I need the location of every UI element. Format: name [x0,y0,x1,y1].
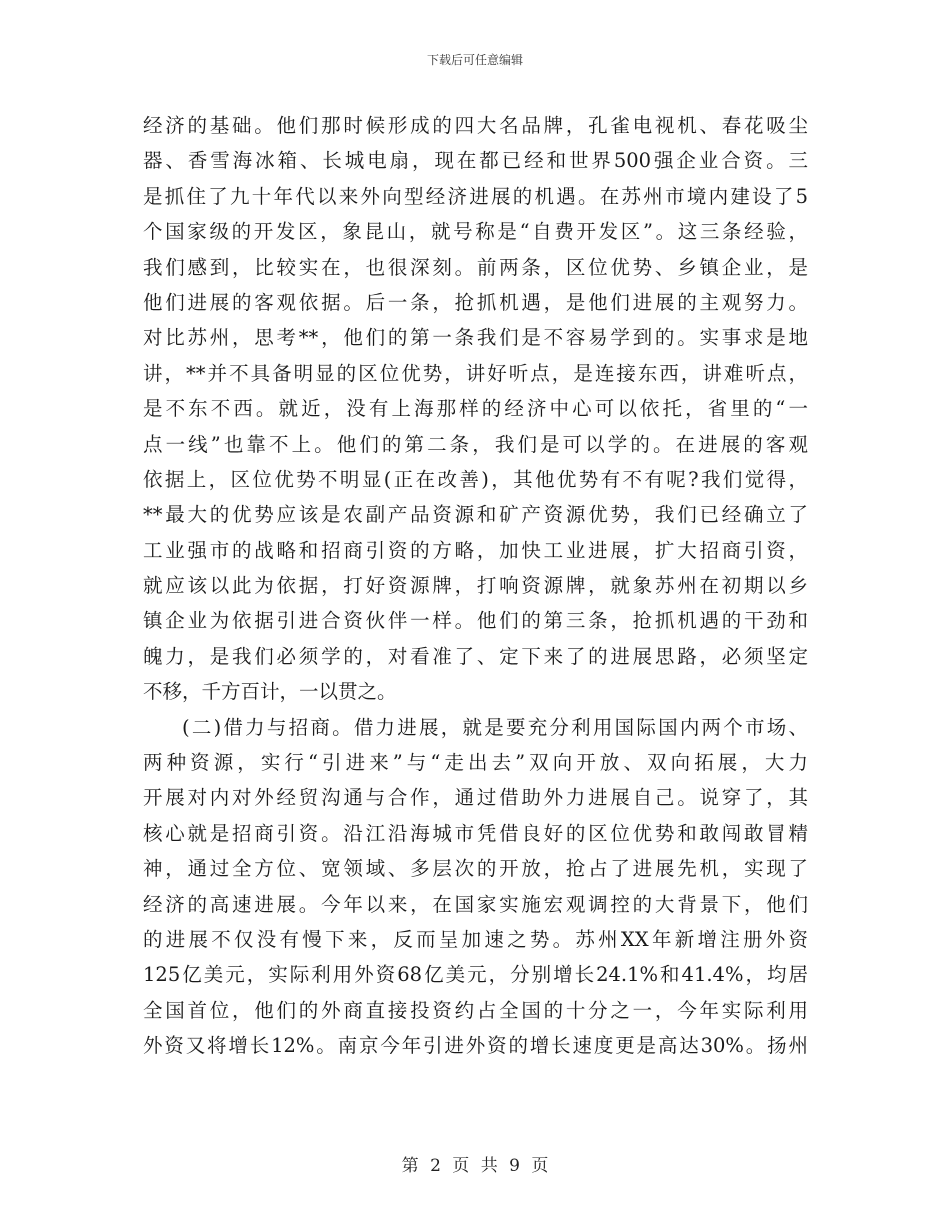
document-body [143,108,808,1064]
text-line: 经济的高速进展。今年以来，在国家实施宏观调控的大背景下，他们 [143,892,808,916]
text-line: (二)借力与招商。借力进展，就是要充分利用国际国内两个市场、 [182,715,808,739]
text-line: 就应该以此为依据，打好资源牌，打响资源牌，就象苏州在初期以乡 [143,574,808,598]
text-line: 依据上，区位优势不明显(正在改善)，其他优势有不有呢?我们觉得， [143,467,808,491]
text-line: 全国首位，他们的外商直接投资约占全国的十分之一，今年实际利用 [143,998,808,1022]
text-line: 开展对内对外经贸沟通与合作，通过借助外力进展自己。说穿了，其 [143,786,808,810]
text-line: 是抓住了九十年代以来外向型经济进展的机遇。在苏州市境内建设了5 [143,184,808,208]
text-line: 两种资源，实行“引进来”与“走出去”双向开放、双向拓展，大力 [143,751,808,775]
text-line: 镇企业为依据引进合资伙伴一样。他们的第三条，抢抓机遇的干劲和 [143,609,808,633]
paragraph [143,710,808,1064]
text-line: 工业强市的战略和招商引资的方略，加快工业进展，扩大招商引资， [143,538,808,562]
text-line: 个国家级的开发区，象昆山，就号称是“自费开发区”。这三条经验， [143,220,808,244]
text-line: 他们进展的客观依据。后一条，抢抓机遇，是他们进展的主观努力。 [143,290,808,314]
text-line: 外资又将增长12%。南京今年引进外资的增长速度更是高达30%。扬州 [143,1034,808,1058]
text-line: 神，通过全方位、宽领域、多层次的开放，抢占了进展先机，实现了 [143,857,808,881]
text-line: **最大的优势应该是农副产品资源和矿产资源优势，我们已经确立了 [143,503,808,527]
text-line: 我们感到，比较实在，也很深刻。前两条，区位优势、乡镇企业，是 [143,255,808,279]
text-line: 器、香雪海冰箱、长城电扇，现在都已经和世界500强企业合资。三 [143,149,808,173]
text-line: 对比苏州，思考**，他们的第一条我们是不容易学到的。实事求是地 [143,326,808,350]
page-header: 下载后可任意编辑 [426,53,523,67]
paragraph [143,108,808,710]
text-line: 125亿美元，实际利用外资68亿美元，分别增长24.1%和41.4%，均居 [143,963,808,987]
text-line: 核心就是招商引资。沿江沿海城市凭借良好的区位优势和敢闯敢冒精 [143,821,808,845]
text-line: 是不东不西。就近，没有上海那样的经济中心可以依托，省里的“一 [143,397,808,421]
text-line: 的进展不仅没有慢下来，反而呈加速之势。苏州XX年新增注册外资 [143,927,808,951]
text-line: 讲，**并不具备明显的区位优势，讲好听点，是连接东西，讲难听点， [143,361,808,385]
text-line: 点一线”也靠不上。他们的第二条，我们是可以学的。在进展的客观 [143,432,808,456]
text-line: 魄力，是我们必须学的，对看准了、定下来了的进展思路，必须坚定 [143,644,808,668]
text-line: 经济的基础。他们那时候形成的四大名品牌，孔雀电视机、春花吸尘 [143,114,808,137]
page-number-footer: 第 2 页 共 9 页 [401,1156,549,1176]
text-line: 不移，千方百计，一以贯之。 [143,680,397,704]
